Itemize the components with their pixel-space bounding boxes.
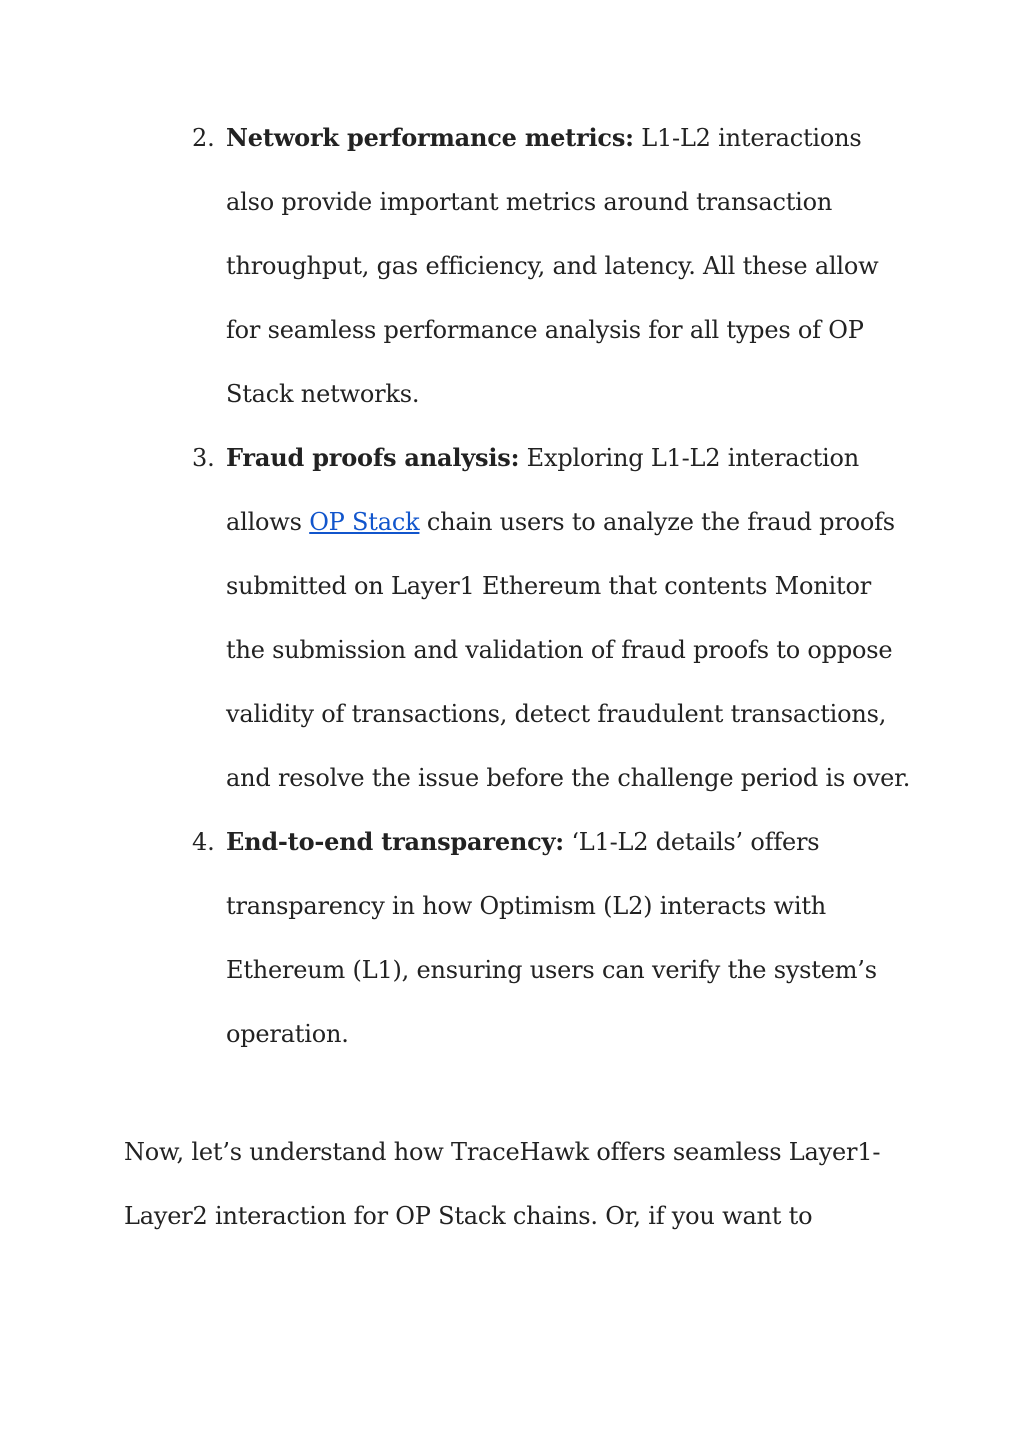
list-item-text: L1-L2 interactions also provide important metrics around transaction throughput, gas efficiency, and latency. All these allow for seamless performance analysis for all types of OP Stack networks. [226,124,879,408]
op-stack-link[interactable]: OP Stack [309,508,420,536]
list-item-text: ‘L1-L2 details’ offers transparency in how Optimism (L2) interacts with Ethereum (L1), ensuring users can verify the system’s operation. [226,828,877,1048]
list-item-heading: Fraud proofs analysis: [226,443,520,472]
body-paragraph: Now, let’s understand how TraceHawk offers seamless Layer1-Layer2 interaction for OP Stack chains. Or, if you want to [124,1138,881,1230]
numbered-list [192,106,912,1066]
list-item-number: 2. [192,124,215,152]
list-item-heading: Network performance metrics: [226,123,634,152]
list-item-network-performance [192,106,912,426]
list-item-transparency [192,810,912,1066]
list-item-text: Exploring L1-L2 interaction allows [226,444,860,536]
list-item-heading: End-to-end transparency: [226,827,564,856]
list-item-number: 3. [192,444,215,472]
list-item-text: chain users to analyze the fraud proofs submitted on Layer1 Ethereum that contents Monitor the submission and validation of fraud proofs to oppose validity of transactions, detect fraudulent transactions, and resolve the issue before the challenge period is over. [226,508,911,792]
list-item-fraud-proofs [192,426,912,810]
list-item-number: 4. [192,828,215,856]
